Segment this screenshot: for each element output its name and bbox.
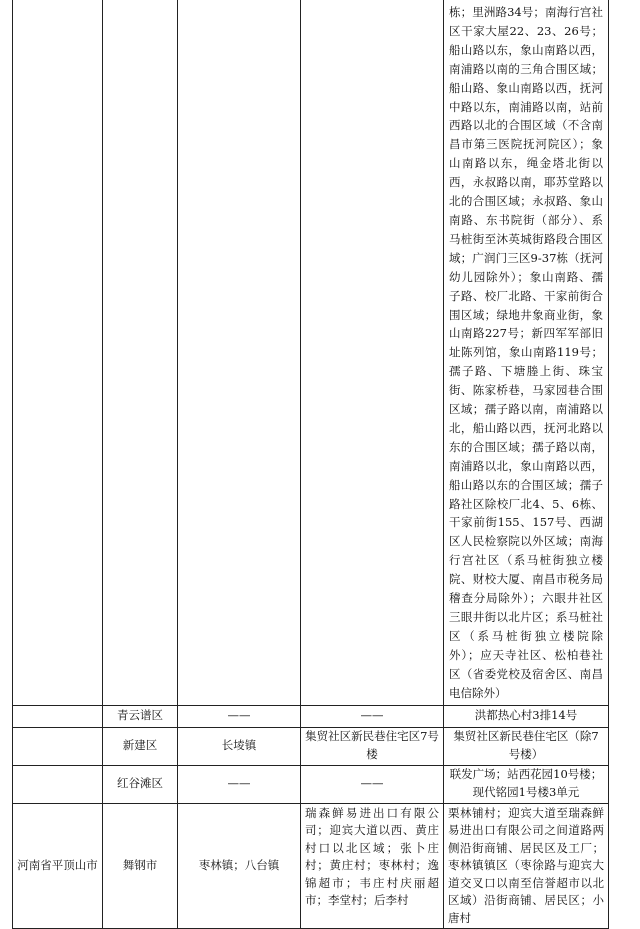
district-cell: 舞钢市 <box>103 803 178 929</box>
medium-risk-cell: 栗林铺村；迎宾大道至瑞森鲜易进出口有限公司之间道路两侧沿街商铺、居民区及工厂；枣林镇镇区（枣徐路与迎宾大道交叉口以南至信誉超市以北区域）沿街商铺、居民区；小唐村 <box>444 803 609 929</box>
district-cell: 红谷滩区 <box>103 765 178 803</box>
town-cell: —— <box>178 765 301 803</box>
table-row <box>13 727 609 765</box>
table-cell <box>13 705 103 727</box>
medium-risk-area-list: 栋；里洲路34号；南海行宫社区干家大屋22、23、26号；船山路以东，象山南路以西，南浦路以南的三角合围区域；船山路、象山南路以西，抚河中路以东，南浦路以南，站前西路以北的合围区域（不含南昌市第三医院抚河院区）；象山南路以东，绳金塔北街以西，永叔路以南，耶苏堂路以北的合围区域；永叔路、象山南路、东书院街（部分）、系马桩街至沐英城街路段合围区域；广润门三区9-37栋（抚河幼儿园除外）；象山南路、孺子路、校厂北路、干家前街合围区域；绿地井象商业街，象山南路227号；新四军军部旧址陈列馆，象山南路119号；孺子路、下塘塍上街、珠宝街、陈家桥巷，马家园巷合围区域；孺子路以南，南浦路以北，船山路以西，抚河北路以东的合围区域；孺子路以南，南浦路以北，象山南路以西，船山路以东的合围区域；孺子路社区除校厂北4、5、6栋、干家前街155、157号、西湖区人民检察院以外区域；南海行宫社区（系马桩街独立楼院、财校大厦、南昌市税务局稽查分局除外）；六眼井社区三眼井街以北片区；系马桩社区（系马桩街独立楼院除外）；应天寺社区、松柏巷社区（省委党校及宿舍区、南昌电信除外） <box>444 0 609 705</box>
district-cell: 新建区 <box>103 727 178 765</box>
province-city-cell: 河南省平顶山市 <box>13 803 103 929</box>
town-cell: 枣林镇；八台镇 <box>178 803 301 929</box>
table-row <box>13 803 609 929</box>
town-cell: 长堎镇 <box>178 727 301 765</box>
table-cell <box>103 0 178 705</box>
table-cell <box>13 727 103 765</box>
table-row <box>13 705 609 727</box>
medium-risk-cell: 联发广场；站西花园10号楼；现代铭园1号楼3单元 <box>444 765 609 803</box>
high-risk-cell: —— <box>301 705 444 727</box>
high-risk-cell: —— <box>301 765 444 803</box>
table-cell <box>301 0 444 705</box>
table-cell <box>13 765 103 803</box>
high-risk-cell: 瑞森鲜易进出口有限公司；迎宾大道以西、黄庄村口以北区域；张卜庄村；黄庄村；枣林村；逸锦超市；韦庄村庆丽超市；李堂村；后李村 <box>301 803 444 929</box>
table-cell <box>13 0 103 705</box>
medium-risk-cell: 集贸社区新民巷住宅区（除7号楼） <box>444 727 609 765</box>
risk-area-table <box>12 0 609 929</box>
district-cell: 青云谱区 <box>103 705 178 727</box>
town-cell: —— <box>178 705 301 727</box>
table-row <box>13 0 609 705</box>
table-row <box>13 765 609 803</box>
high-risk-cell: 集贸社区新民巷住宅区7号楼 <box>301 727 444 765</box>
medium-risk-cell: 洪都热心村3排14号 <box>444 705 609 727</box>
table-cell <box>178 0 301 705</box>
